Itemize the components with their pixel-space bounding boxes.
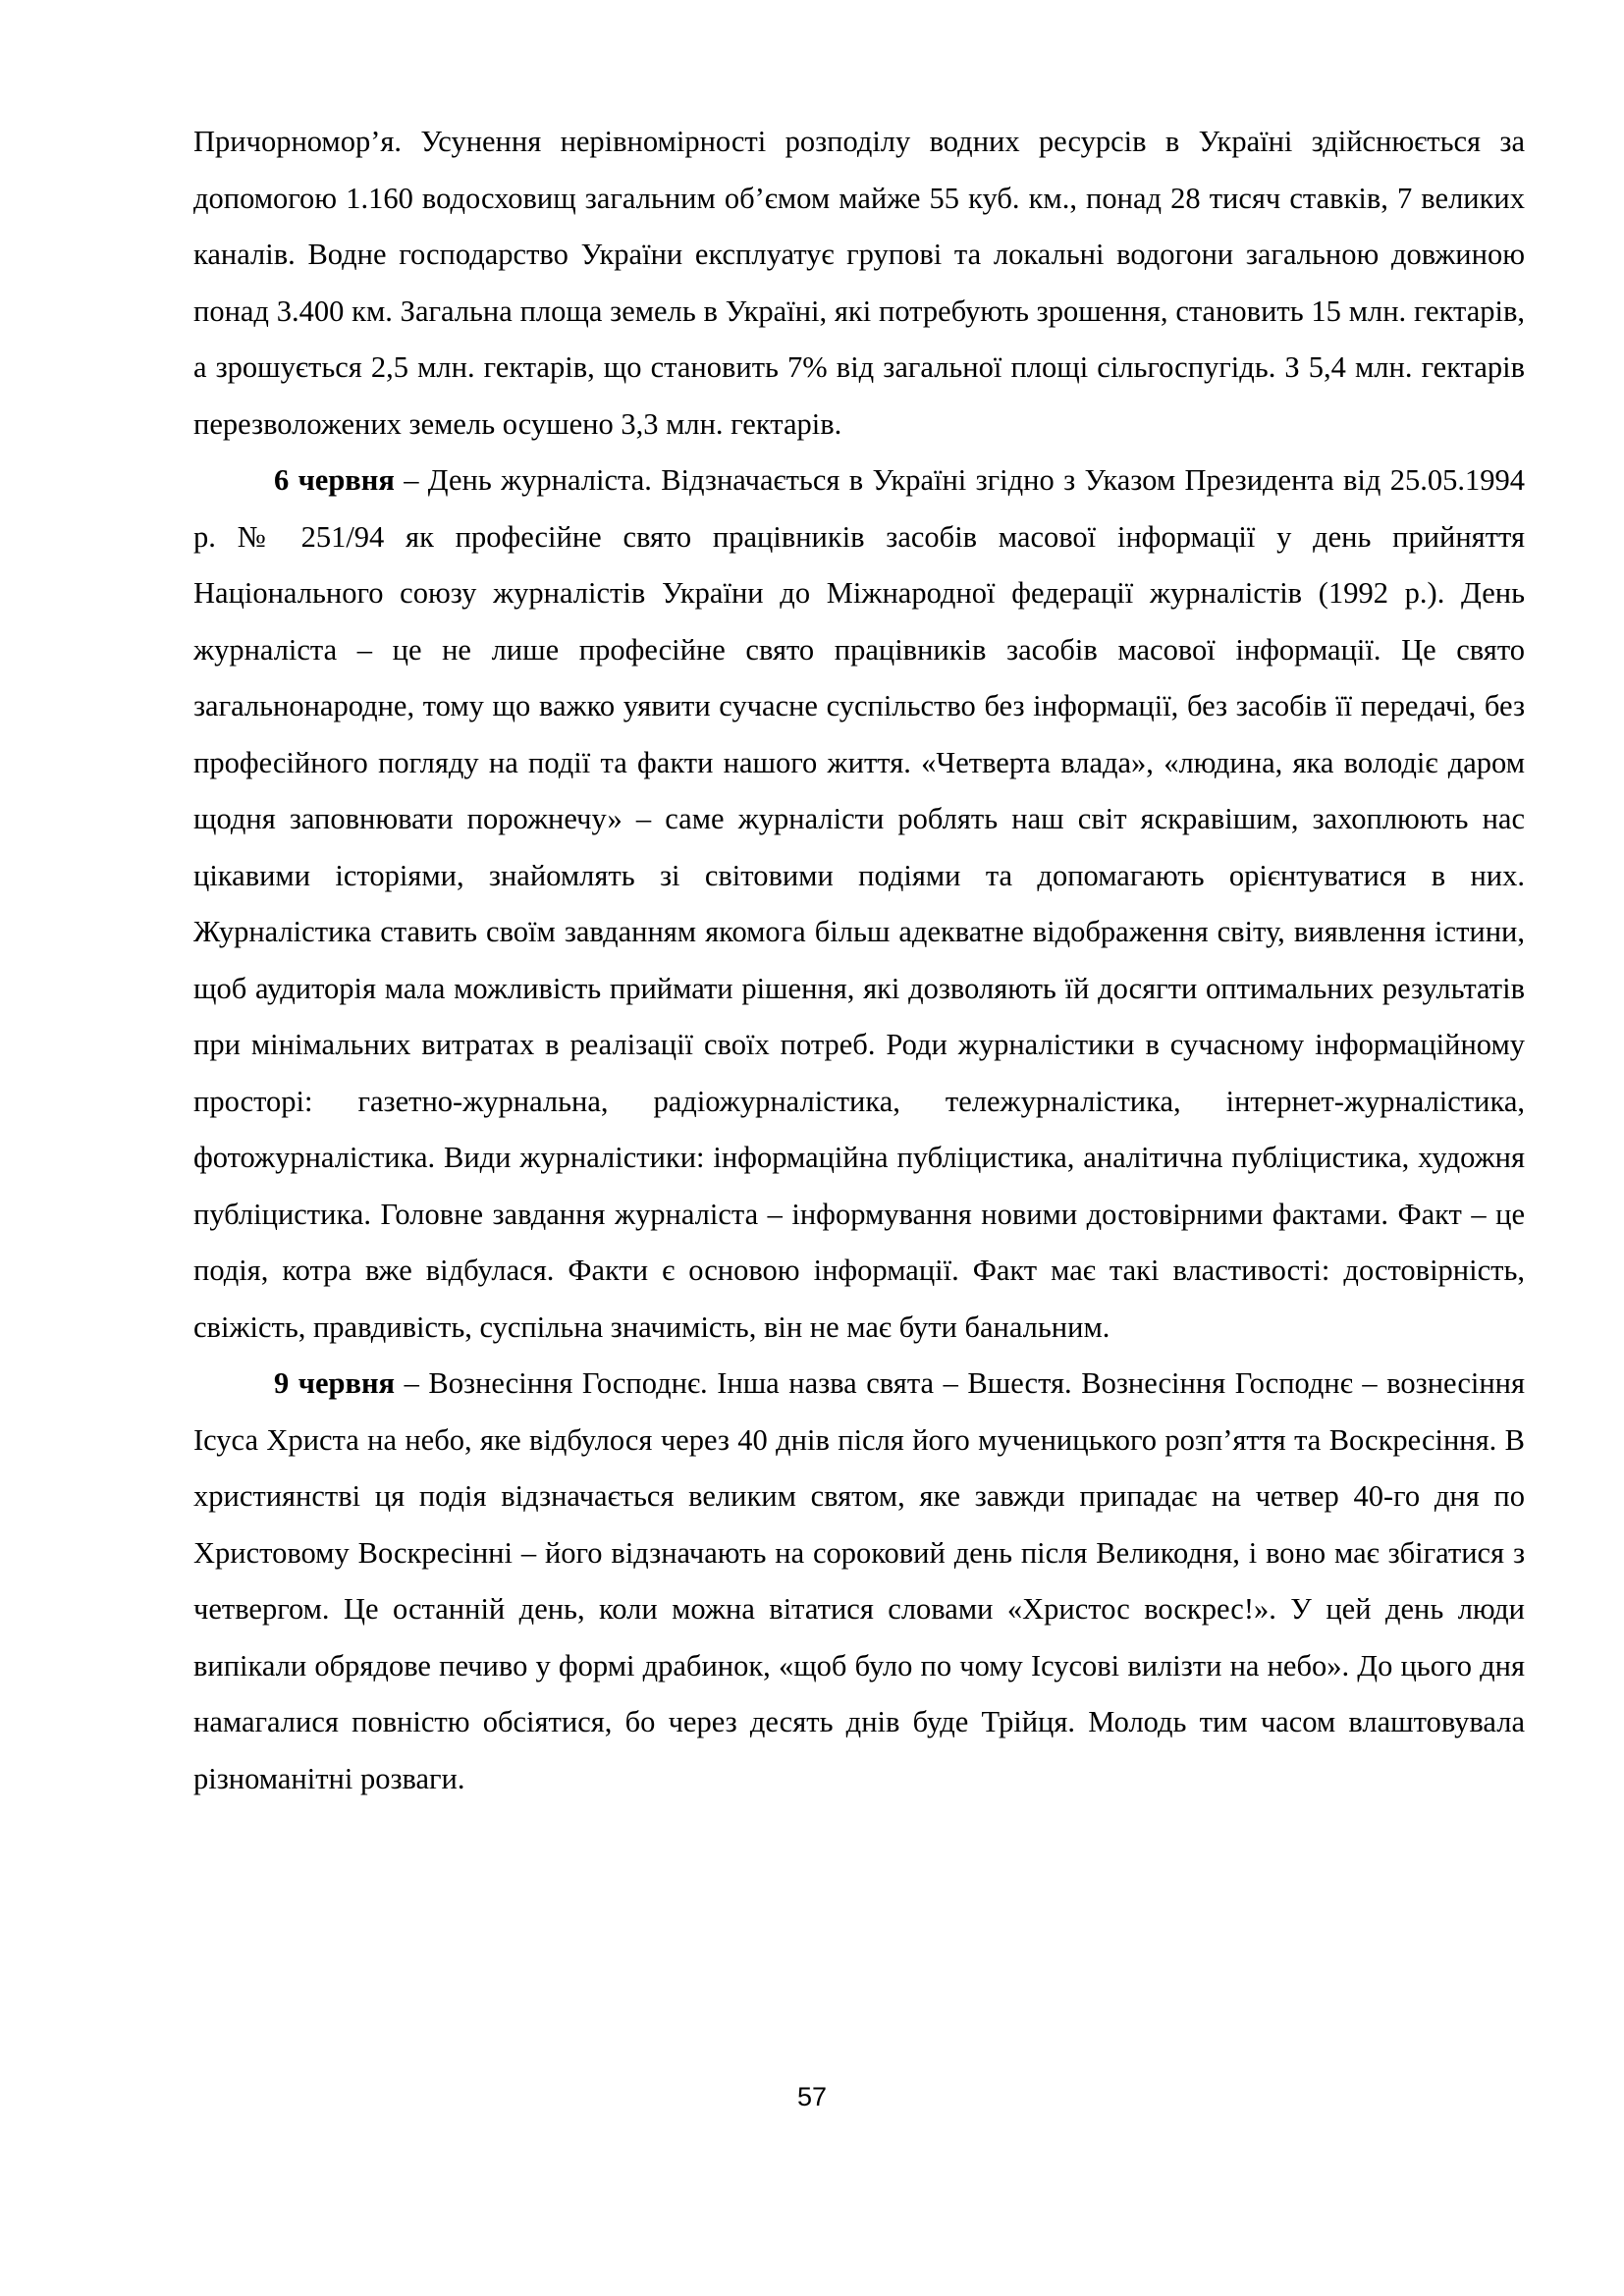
- paragraph-ascension: [193, 1356, 1525, 1807]
- paragraph-continuation: [193, 114, 1525, 453]
- page-number: 57: [796, 2082, 828, 2111]
- paragraph-text: Причорномор’я. Усунення нерівномірності розподілу водних ресурсів в Україні здійснюється за допомогою 1.160 водосховищ загальним об’ємом майже 55 куб. км., понад 28 тисяч ставків, 7 великих каналів. Водне господарство України експлуатує групові та локальні водогони загальною довжиною понад 3.400 км. Загальна площа земель в Україні, які потребують зрошення, становить 15 млн. гектарів, а зрошується 2,5 млн. гектарів, що становить 7% від загальної площі сільгоспугідь. З 5,4 млн. гектарів перезволожених земель осушено 3,3 млн. гектарів.: [193, 125, 1525, 441]
- paragraph-date: 6 червня: [274, 463, 395, 497]
- paragraph-text: – Вознесіння Господнє. Інша назва свята – Вшестя. Вознесіння Господнє – вознесіння Ісуса Христа на небо, яке відбулося через 40 днів після його мученицького розп’яття та Воскресіння. В християнстві ця подія відзначається великим святом, яке завжди припадає на четвер 40-го дня по Христовому Воскресінні – його відзначають на сороковий день після Великодня, і воно має збігатися з четвергом. Це останній день, коли можна вітатися словами «Христос воскрес!». У цей день люди випікали обрядове печиво у формі драбинок, «щоб було по чому Ісусові вилізти на небо». До цього дня намагалися повністю обсіятися, бо через десять днів буде Трійця. Молодь тим часом влаштовувала різноманітні розваги.: [193, 1366, 1525, 1795]
- paragraph-date: 9 червня: [274, 1366, 396, 1400]
- paragraph-journalist-day: [193, 453, 1525, 1356]
- document-body: [193, 114, 1525, 1807]
- paragraph-text: – День журналіста. Відзначається в Україні згідно з Указом Президента від 25.05.1994 р. № 251/94 як професійне свято працівників засобів масової інформації у день прийняття Національного союзу журналістів України до Міжнародної федерації журналістів (1992 р.). День журналіста – це не лише професійне свято працівників засобів масової інформації. Це свято загальнонародне, тому що важко уявити сучасне суспільство без інформації, без засобів її передачі, без професійного погляду на події та факти нашого життя. «Четверта влада», «людина, яка володіє даром щодня заповнювати порожнечу» – саме журналісти роблять наш світ яскравішим, захоплюють нас цікавими історіями, знайомлять зі світовими подіями та допомагають орієнтуватися в них. Журналістика ставить своїм завданням якомога більш адекватне відображення світу, виявлення істини, щоб аудиторія мала можливість приймати рішення, які дозволяють їй досягти оптимальних результатів при мінімальних витратах в реалізації своїх потреб. Роди журналістики в сучасному інформаційному просторі: газетно-журнальна, радіожурналістика, тележурналістика, інтернет-журналістика, фотожурналістика. Види журналістики: інформаційна публіцистика, аналітична публіцистика, художня публіцистика. Головне завдання журналіста – інформування новими достовірними фактами. Факт – це подія, котра вже відбулася. Факти є основою інформації. Факт має такі властивості: достовірність, свіжість, правдивість, суспільна значимість, він не має бути банальним.: [193, 463, 1525, 1344]
